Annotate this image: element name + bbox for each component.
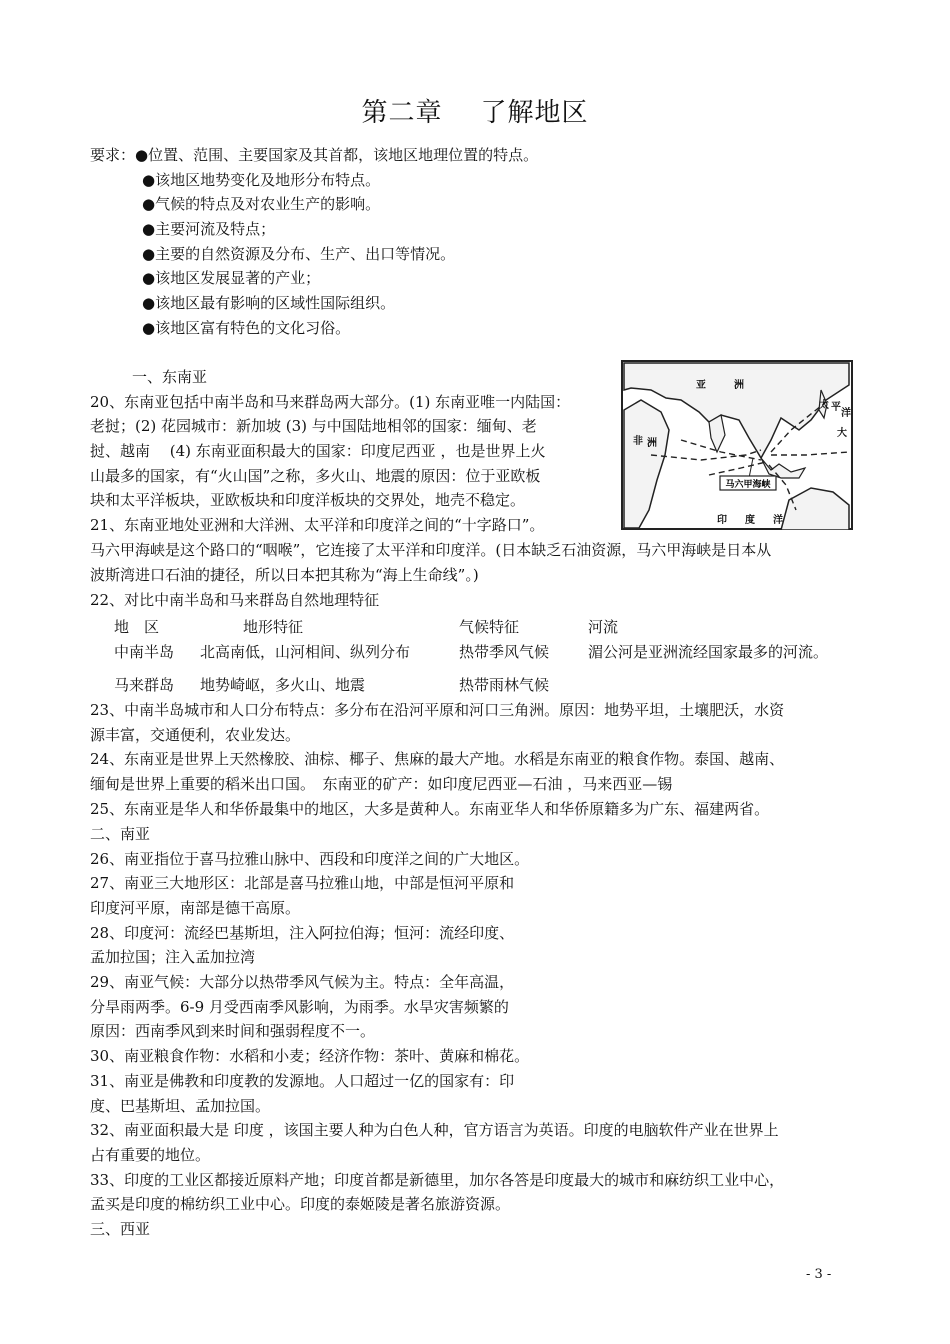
requirement-item: ●位置、范围、主要国家及其首都，该地区地理位置的特点。	[135, 146, 539, 164]
table-header: 地 区	[114, 618, 160, 636]
table-cell: 湄公河是亚洲流经国家最多的河流。	[588, 643, 829, 661]
table-header: 气候特征	[459, 618, 520, 636]
section-heading-south-asia: 二、南亚	[90, 825, 151, 843]
paragraph-33-line: 孟买是印度的棉纺织工业中心。印度的泰姬陵是著名旅游资源。	[90, 1195, 511, 1213]
paragraph-20-line: 块和太平洋板块，亚欧板块和印度洋板块的交界处，地壳不稳定。	[90, 491, 526, 509]
paragraph-25: 25、东南亚是华人和华侨最集中的地区，大多是黄种人。东南亚华人和华侨原籍多为广东、福建两省。	[90, 800, 770, 818]
map-label-indian-ocean: 洋	[773, 515, 783, 526]
table-cell: 地势崎岖，多火山、地震	[200, 676, 366, 694]
table-cell: 北高南低，山河相间、纵列分布	[200, 643, 411, 661]
paragraph-30: 30、南亚粮食作物：水稻和小麦；经济作物：茶叶、黄麻和棉花。	[90, 1047, 530, 1065]
table-cell: 马来群岛	[114, 676, 175, 694]
paragraph-27-line: 印度河平原，南部是德干高原。	[90, 899, 301, 917]
map-label-pacific: 大	[837, 428, 847, 439]
paragraph-21-line: 波斯湾进口石油的捷径，所以日本把其称为“海上生命线”。)	[90, 566, 479, 584]
map-label-asia: 亚	[696, 380, 706, 391]
table-header: 地形特征	[243, 618, 304, 636]
paragraph-27-line: 27、南亚三大地形区：北部是喜马拉雅山地，中部是恒河平原和	[90, 874, 515, 892]
requirements-label: 要求：	[90, 146, 136, 164]
paragraph-23-line: 23、中南半岛城市和人口分布特点：多分布在沿河平原和河口三角洲。原因：地势平坦，土壤肥沃，水资	[90, 701, 785, 719]
requirement-item: ●气候的特点及对农业生产的影响。	[142, 195, 381, 213]
paragraph-31-line: 31、南亚是佛教和印度教的发源地。人口超过一亿的国家有：印	[90, 1072, 515, 1090]
paragraph-28-line: 孟加拉国；注入孟加拉湾	[90, 948, 256, 966]
page-number: - 3 -	[806, 1267, 832, 1282]
paragraph-24-line: 24、东南亚是世界上天然橡胶、油棕、椰子、焦麻的最大产地。水稻是东南亚的粮食作物。泰国、越南、	[90, 750, 785, 768]
table-cell: 热带雨林气候	[459, 676, 550, 694]
paragraph-33-line: 33、印度的工业区都接近原料产地；印度首都是新德里，加尔各答是印度最大的城市和麻纺织工业中心，	[90, 1171, 785, 1189]
map-label-africa: 洲	[647, 438, 657, 449]
map-label-asia: 洲	[734, 380, 744, 391]
requirement-item: ●该地区最有影响的区域性国际组织。	[142, 294, 396, 312]
table-cell: 热带季风气候	[459, 643, 550, 661]
table-header: 河流	[588, 618, 619, 636]
paragraph-29-line: 29、南亚气候：大部分以热带季风气候为主。特点：全年高温，	[90, 973, 515, 991]
paragraph-21-line: 马六甲海峡是这个路口的“咽喉”，它连接了太平洋和印度洋。(日本缺乏石油资源，马六甲海峡是日本从	[90, 541, 772, 559]
malacca-strait-map	[621, 360, 853, 530]
paragraph-26: 26、南亚指位于喜马拉雅山脉中、西段和印度洋之间的广大地区。	[90, 850, 530, 868]
paragraph-29-line: 原因：西南季风到来时间和强弱程度不一。	[90, 1022, 376, 1040]
paragraph-32-line: 占有重要的地位。	[90, 1146, 211, 1164]
page-title	[0, 92, 950, 129]
paragraph-29-line: 分旱雨两季。6-9 月受西南季风影响，为雨季。水旱灾害频繁的	[90, 998, 509, 1016]
strait-label: 马六甲海峡	[725, 480, 771, 490]
section-heading-southeast-asia: 一、东南亚	[132, 368, 208, 386]
paragraph-20-line: 20、东南亚包括中南半岛和马来群岛两大部分。(1) 东南亚唯一内陆国：	[90, 393, 571, 411]
chapter-number: 第二章	[361, 98, 443, 128]
requirement-item: ●主要的自然资源及分布、生产、出口等情况。	[142, 245, 456, 263]
chapter-name: 了解地区	[480, 98, 589, 128]
map-label-pacific: 洋	[841, 408, 851, 419]
requirement-item: ●该地区发展显著的产业；	[142, 269, 321, 287]
requirement-item: ●该地区富有特色的文化习俗。	[142, 319, 351, 337]
requirements-first	[90, 145, 538, 165]
paragraph-20-line: 山最多的国家，有“火山国”之称，多火山、地震的原因：位于亚欧板	[90, 467, 541, 485]
paragraph-28-line: 28、印度河：流经巴基斯坦，注入阿拉伯海；恒河：流经印度、	[90, 924, 515, 942]
paragraph-24-line: 缅甸是世界上重要的稻米出口国。 东南亚的矿产：如印度尼西亚—石油 ，马来西亚—锡	[90, 775, 673, 793]
paragraph-23-line: 源丰富，交通便利，农业发达。	[90, 726, 301, 744]
section-heading-west-asia: 三、西亚	[90, 1220, 151, 1238]
map-label-africa: 非	[633, 436, 643, 447]
paragraph-20-line: 老挝；(2) 花园城市：新加坡 (3) 与中国陆地相邻的国家：缅甸、老	[90, 417, 537, 435]
paragraph-22: 22、对比中南半岛和马来群岛自然地理特征	[90, 591, 380, 609]
map-label-indian-ocean: 印	[717, 515, 727, 526]
paragraph-31-line: 度、巴基斯坦、孟加拉国。	[90, 1097, 271, 1115]
table-cell: 中南半岛	[114, 643, 175, 661]
map-label-pacific: 平	[831, 402, 841, 413]
paragraph-20-line: 挝、越南 (4) 东南亚面积最大的国家：印度尼西亚 ，也是世界上火	[90, 442, 546, 460]
paragraph-32-line: 32、南亚面积最大是 印度 ，该国主要人种为白色人种，官方语言为英语。印度的电脑软件产业在世界上	[90, 1121, 779, 1139]
map-label-indian-ocean: 度	[745, 515, 755, 526]
map-label-pacific: 太	[819, 400, 829, 411]
requirement-item: ●该地区地势变化及地形分布特点。	[142, 171, 381, 189]
paragraph-21-line: 21、东南亚地处亚洲和大洋洲、太平洋和印度洋之间的“十字路口”。	[90, 516, 545, 534]
requirement-item: ●主要河流及特点；	[142, 220, 276, 238]
